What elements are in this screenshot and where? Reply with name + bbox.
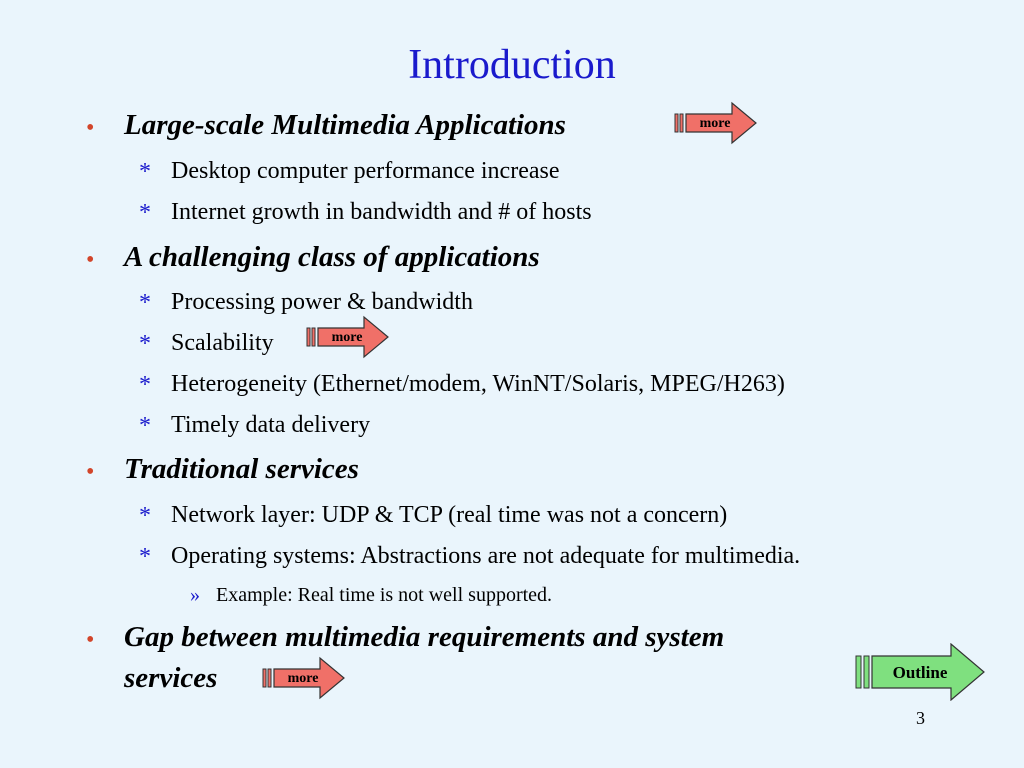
sub-item-desktop: Desktop computer performance increase xyxy=(171,158,560,184)
heading-challenging: A challenging class of applications xyxy=(124,241,540,273)
more-button-1[interactable] xyxy=(674,101,758,145)
sub-marker: * xyxy=(139,331,151,357)
outline-button-label: Outline xyxy=(892,663,948,682)
subsub-item-example: Example: Real time is not well supported. xyxy=(216,584,553,606)
page-number: 3 xyxy=(916,708,925,728)
subsub-marker: » xyxy=(190,584,200,606)
more-button-label: more xyxy=(287,671,319,686)
bullet-marker: • xyxy=(86,627,95,653)
bullet-marker: • xyxy=(86,247,95,273)
heading-traditional: Traditional services xyxy=(124,453,359,485)
sub-item-internet: Internet growth in bandwidth and # of hosts xyxy=(171,199,592,225)
sub-marker: * xyxy=(139,200,151,226)
sub-item-processing: Processing power & bandwidth xyxy=(171,289,473,315)
sub-marker: * xyxy=(139,290,151,316)
bullet-marker: • xyxy=(86,115,95,141)
outline-button[interactable] xyxy=(855,643,987,701)
sub-item-timely: Timely data delivery xyxy=(171,412,371,438)
more-button-label: more xyxy=(331,330,363,345)
sub-item-network: Network layer: UDP & TCP (real time was not a concern) xyxy=(171,502,728,528)
bullet-marker: • xyxy=(86,459,95,485)
heading-gap-line1: Gap between multimedia requirements and system xyxy=(124,621,725,653)
more-button-3[interactable] xyxy=(262,656,346,700)
more-button-2[interactable] xyxy=(306,315,390,359)
heading-large-scale: Large-scale Multimedia Applications xyxy=(124,109,566,141)
more-button-label: more xyxy=(699,116,731,131)
sub-marker: * xyxy=(139,544,151,570)
heading-gap-line2: services xyxy=(124,662,218,694)
sub-marker: * xyxy=(139,372,151,398)
sub-marker: * xyxy=(139,413,151,439)
sub-marker: * xyxy=(139,503,151,529)
sub-item-operating: Operating systems: Abstractions are not adequate for multimedia. xyxy=(171,543,801,569)
slide-title: Introduction xyxy=(408,42,616,88)
sub-item-heterogeneity: Heterogeneity (Ethernet/modem, WinNT/Solaris, MPEG/H263) xyxy=(171,371,785,397)
sub-item-scalability: Scalability xyxy=(171,330,274,356)
sub-marker: * xyxy=(139,159,151,185)
